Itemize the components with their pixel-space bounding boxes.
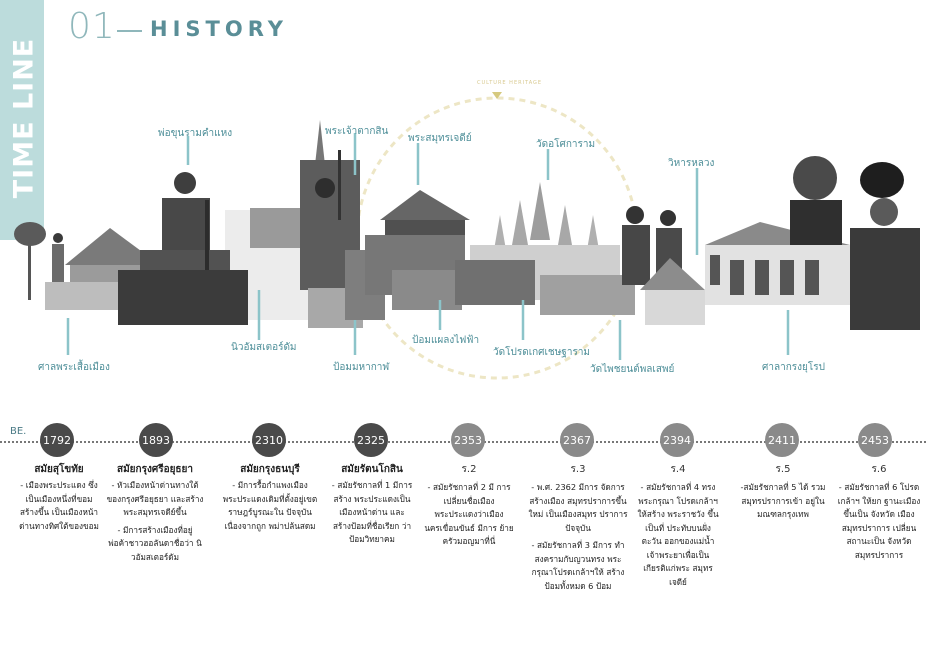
king-rama6-portrait-image bbox=[850, 162, 920, 330]
reign-label: ร.4 bbox=[670, 464, 686, 475]
year-node-2325: 2325 bbox=[354, 423, 388, 457]
temple-image bbox=[365, 190, 470, 310]
reign-label: ร.6 bbox=[871, 464, 887, 475]
year-node-2453: 2453 bbox=[858, 423, 892, 457]
label-pho-khun: พ่อขุนรามคำแหง bbox=[158, 128, 233, 139]
description-paragraph: - เมืองพระประแดง ซึ่งเป็นเมืองหนึ่งที่ขอม สร้างขึ้น เป็นเมืองหน้าด่านทางทิศใต้ของขอม bbox=[19, 480, 99, 531]
label-phracha-taksin: พระเจ้าตากสิน bbox=[325, 126, 389, 137]
year-node-1893: 1893 bbox=[139, 423, 173, 457]
description-paragraph: - พ.ศ. 2362 มีการ จัดการสร้างเมือง สมุทรปราการขึ้น ใหม่ เป็นเมืองสมุทร ปราการปัจจุบัน bbox=[528, 482, 628, 533]
reign-label: ร.5 bbox=[775, 464, 791, 475]
year-node-1792: 1792 bbox=[40, 423, 74, 457]
year-node-2411: 2411 bbox=[765, 423, 799, 457]
entry-description bbox=[106, 479, 204, 564]
year-node-2310: 2310 bbox=[252, 423, 286, 457]
timeline-side-label: TIME LINE bbox=[8, 37, 40, 199]
timeline-entry-1792 bbox=[16, 462, 102, 537]
era-title: สมัยรัตนโกสิน bbox=[341, 464, 403, 475]
timeline-entry-1893 bbox=[106, 462, 204, 568]
description-paragraph: - หัวเมืองหน้าด่านทางใต้ ของกรุงศรีอยุธยา และสร้าง พระสมุทรเจดีย์ขึ้น bbox=[106, 480, 204, 517]
timeline-entry-2310 bbox=[222, 462, 318, 537]
label-pom-phlaeng: ป้อมแผลงไฟฟ้า bbox=[412, 335, 480, 346]
era-title: สมัยกรุงธนบุรี bbox=[240, 464, 300, 475]
timeline-entry-2353 bbox=[424, 462, 514, 553]
timeline-entry-2453 bbox=[836, 462, 922, 566]
timeline-entry-2411 bbox=[738, 462, 828, 526]
label-wihan-luang: วิหารหลวง bbox=[668, 158, 715, 169]
woman-figure-image bbox=[52, 233, 64, 284]
palm-tree-image bbox=[14, 222, 46, 300]
description-paragraph: - สมัยรัชกาลที่ 4 ทรงพระกรุณา โปรดเกล้าฯให้สร้าง พระราชวัง ขึ้นเป็นที่ ประทับบนฝั่งตะวัน ออกของแม่น้ำ เจ้าพระยาเพื่อเป็น เกียรติแก่พระ สมุทรเจดีย์ bbox=[637, 482, 719, 587]
label-sala-klang: ศาลากรงยุโรป bbox=[762, 362, 825, 373]
pagoda-cluster-image bbox=[455, 182, 635, 315]
entry-description bbox=[526, 481, 630, 593]
year-node-2367: 2367 bbox=[560, 423, 594, 457]
entry-description bbox=[424, 481, 514, 549]
description-paragraph: - สมัยรัชกาลที่ 6 โปรดเกล้าฯ ให้ยก ฐานะเมืองขึ้นเป็น จังหวัด เมือง สมุทรปราการ เปลี่ยนสถานะเป็น จังหวัด สมุทรปราการ bbox=[837, 482, 921, 560]
label-wat-pong: วัดโปรดเกศเชษฐาราม bbox=[493, 347, 591, 358]
culture-heritage-label: CULTURE HERITAGE bbox=[477, 80, 543, 86]
entry-description bbox=[222, 479, 318, 533]
description-paragraph: - สมัยรัชกาลที่ 3 มีการ ทำสงครามกับญวนทรง พระกรุณาโปรดเกล้าฯให้ สร้างป้อมทั้งหมด 6 ป้อม bbox=[531, 540, 625, 591]
description-paragraph: - มีการรื้อกำแพงเมืองพระประแดงเดิมที่ตั้งอยู่เขตราษฎร์บูรณะใน ปัจจุบันเนื่องจากถูก พม่าปล้นสดม bbox=[222, 480, 318, 531]
entry-description bbox=[738, 481, 828, 522]
description-paragraph: - สมัยรัชกาลที่ 1 มีการสร้าง พระประแดงเป็น เมืองหน้าด่าน และ สร้างป้อมที่ชื่อเรียก ว่า ป้อมวิทยาคม bbox=[331, 480, 413, 544]
timeline-entry-2367 bbox=[526, 462, 630, 597]
label-phra-samut: พระสมุทรเจดีย์ bbox=[408, 133, 472, 144]
year-node-2394: 2394 bbox=[660, 423, 694, 457]
be-label: BE. bbox=[10, 426, 27, 437]
description-paragraph: - มีการสร้างเมืองที่อยู่ พ่อค้าชาวฮอลันดาชื่อว่า นิวอัมสเตอร์ดัม bbox=[108, 524, 202, 562]
entry-description bbox=[636, 481, 720, 589]
label-mueang-amsterdam: นิวอัมสเตอร์ดัม bbox=[231, 342, 297, 353]
reign-label: ร.3 bbox=[570, 464, 586, 475]
king-rama5-portrait-image bbox=[790, 156, 842, 245]
timeline-entry-2394 bbox=[636, 462, 720, 593]
entry-description bbox=[330, 479, 414, 547]
description-paragraph: -สมัยรัชกาลที่ 5 ได้ รวมสมุทรปราการเข้า อยู่ใน มณฑลกรุงเทพ bbox=[740, 482, 826, 519]
year-node-2353: 2353 bbox=[451, 423, 485, 457]
description-paragraph: - สมัยรัชกาลที่ 2 มี การเปลี่ยนชื่อเมือง พระประแดงว่าเมือง นครเขื่อนขันธ์ มีการ ย้ายครัวมอญมาที่นี่ bbox=[424, 482, 514, 546]
label-pom-mahakan: ป้อมมหากาฬ bbox=[333, 362, 390, 373]
section-title: HISTORY bbox=[150, 17, 288, 41]
entry-description bbox=[836, 481, 922, 562]
section-number: 01 bbox=[68, 6, 116, 47]
era-title: สมัยกรุงศรีอยุธยา bbox=[116, 464, 194, 475]
reign-label: ร.2 bbox=[461, 464, 477, 475]
entry-description bbox=[16, 479, 102, 533]
label-wat-klang: วัดอโศการาม bbox=[536, 139, 596, 150]
era-title: สมัยสุโขทัย bbox=[34, 464, 84, 475]
timeline-entry-2325 bbox=[330, 462, 414, 551]
label-wat-chai: วัดไพชยนต์พลเสพย์ bbox=[590, 364, 675, 375]
label-san-phra: ศาลพระเสื้อเมือง bbox=[38, 362, 110, 373]
